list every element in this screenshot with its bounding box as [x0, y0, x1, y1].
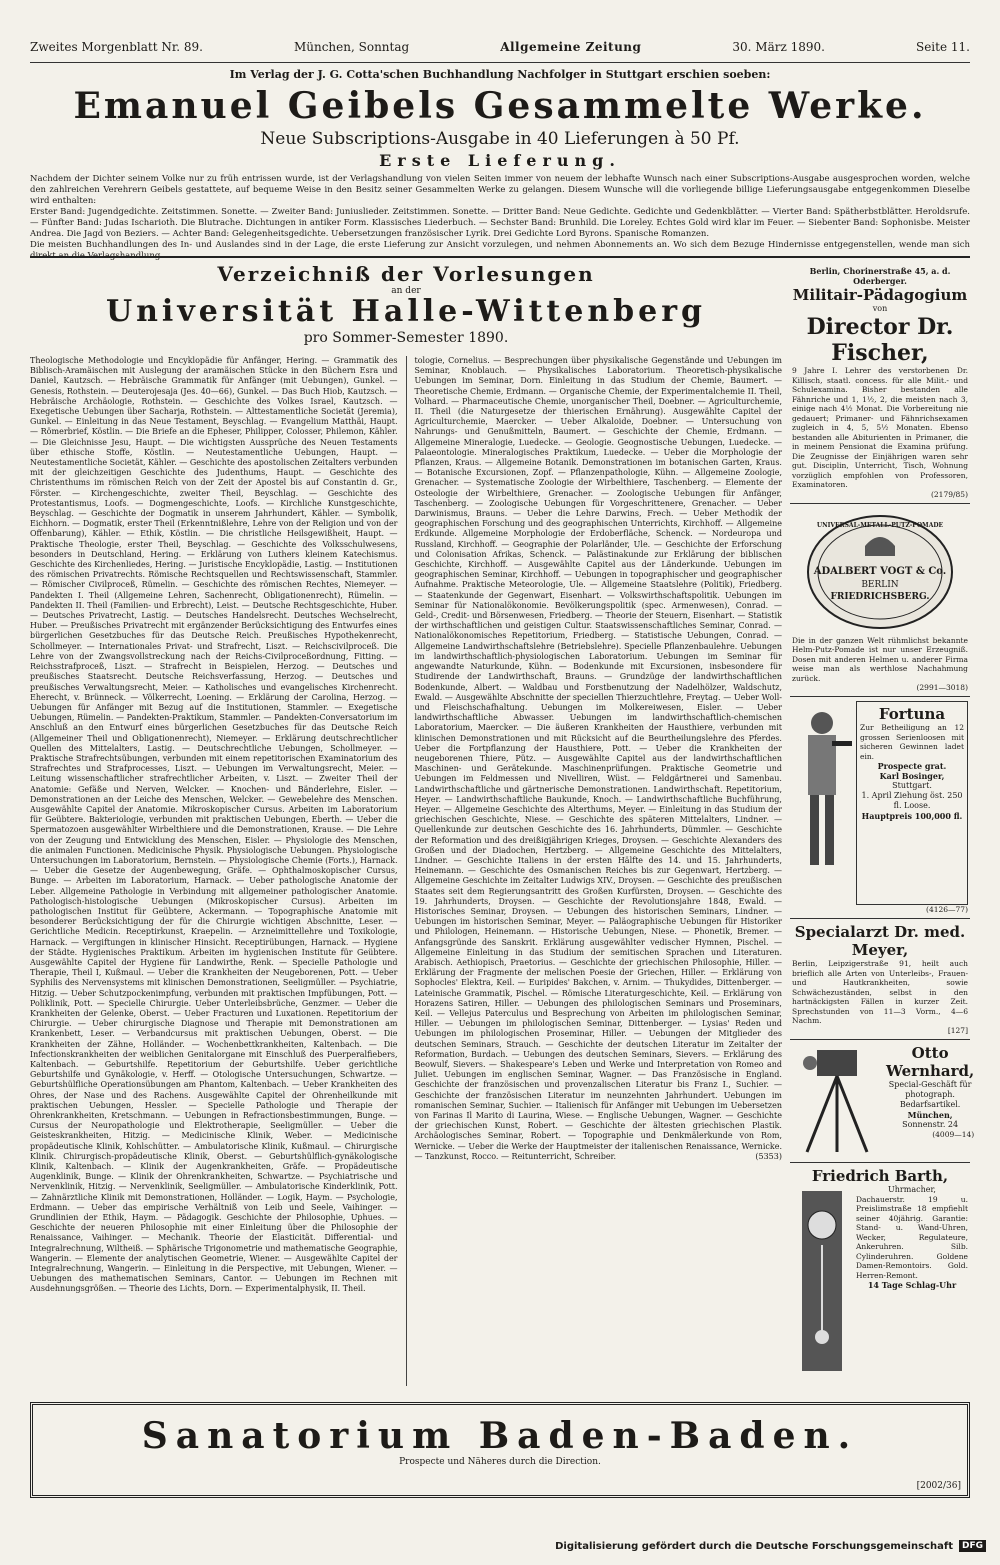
city-day: München, Sonntag — [293, 40, 410, 54]
pad-location: Berlin, Chorinerstraße 45, a. d. Oderberger. — [809, 266, 951, 286]
camera-illustration — [792, 1044, 882, 1158]
fortuna-panel — [856, 701, 968, 905]
publisher-notice — [30, 68, 970, 262]
pad-name: Militair-Pädagogium — [792, 286, 968, 304]
notice-subtitle: Neue Subscriptions-Ausgabe in 40 Lieferungen à 50 Pf. — [260, 129, 740, 149]
ad-meyer — [790, 919, 970, 1040]
stamp-top: UNIVERSAL-METALL-PUTZ-POMADE — [816, 521, 944, 529]
notice-title: Emanuel Geibels Gesammelte Werke. — [73, 85, 927, 127]
lecture-column-2-text: tologie, Cornelius. — Besprechungen über physikalische Gegenstände und Uebungen im Seminar, Knoblauch. — Physikalisches Laboratorium. Theoretisch-physikalische Uebungen im Seminar, Dorn. Einleitung in das Studium der Chemie, Baumert. — Theoretische Chemie, Erdmann. — Organische Chemie, der Experimentalchemie II. Theil, Volhard. — Pharmaceutische Chemie, unorganischer Theil, Doebner. — Agriculturchemie, II. Theil (die Naturgesetze der thierischen Ernährung). Ausgewählte Capitel der Agriculturchemie, Maercker. — Ueber Alkaloide, Doebner. — Untersuchung von Nahrungs- und Genußmitteln, Baumert. — Geschichte der Chemie, Erdmann. — Allgemeine Mineralogie, Luedecke. — Geologie. Geognostische Uebungen, Luedecke. — Palaeontologie. Mineralogisches Praktikum, Luedecke. — Ueber die Morphologie der Pflanzen, Kraus. — Allgemeine Botanik. Demonstrationen im botanischen Garten, Kraus. — Botanische Excursionen, Zopf. — Pflanzenpathologie, Kühn. — Allgemeine Zoologie, Grenacher. — Systematische Zoologie der Wirbelthiere, Taschenberg. — Elemente der Osteologie der Wirbelthiere, Grenacher. — Zoologische Uebungen für Anfänger, Taschenberg. — Zoologische Uebungen für Vorgeschrittenere, Grenacher. — Ueber Darwinismus, Brauns. — Ueber die Lehre Darwins, Frech. — Ueber Methodik der geographischen Forschung und des geographischen Unterrichts, Kirchhoff. — Allgemeine Erdkunde. Allgemeine Morphologie der Erdoberfläche, Schenck. — Nordeuropa und Russland, Kirchhoff. — Geographie der Polarländer, Ule. — Geschichte der Erforschung und Colonisation Afrikas, Schenck. — Palästinakunde zur Erklärung der biblischen Geschichte, Kirchhoff. — Ausgewählte Capitel aus der Länderkunde. Uebungen im geographischen Seminar, Kirchhoff. — Uebungen in topographischer und geographischer Aufnahme. Praktische Meteorologie, Ule. — Allgemeine Staatslehre (Politik), Friedberg. — Staatenkunde der Gegenwart, Eisenhart. — Volkswirthschaftspolitik. Uebungen im Seminar für Nationalökonomie. Bevölkerungspolitik (spec. Armenwesen), Conrad. — Geld-, Credit- und Börsenwesen, Friedberg. — Theorie der Steuern, Eisenhart. — Statistik der wirthschaftlichen und geistigen Cultur. Staatswissenschaftliches Seminar, Conrad. — Nationalökonomisches Repetitorium, Friedberg. — Statistische Uebungen, Conrad. — Allgemeine Landwirthschaftslehre (Betriebslehre). Specielle Pflanzenbaulehre. Uebungen im landwirthschaftlich-physiologischen Laboratorium. Uebungen im Seminar für angewandte Naturkunde, Kühn. — Bodenkunde mit Excursionen, insbesondere für Studirende der Landwirthschaft, Brauns. — Grundzüge der landwirthschaftlichen Bodenkunde, Albert. — Waldbau und Forstbenutzung der Nadelhölzer, Waldschutz, Ewald. — Ausgewählte Abschnitte der speciellen Thierzuchtlehre, Freytag. — Ueber Woll- und Fleischschafhaltung. Uebungen im Molkereiwesen, Eisler. — Ueber landwirthschaftliche Abwasser. Uebungen im landwirthschaftlich-chemischen Laboratorium, Maercker. — Die äußeren Krankheiten der Hausthiere, verbunden mit klinischen Demonstrationen und mit Rücksicht auf die Beurtheilungslehre des Pferdes. Ueber die Fortpflanzung der Hausthiere, Pott. — Ueber die Krankheiten der neugeborenen Thiere, Pütz. — Ausgewählte Capitel aus der landwirthschaftlichen Maschinen- und Gerätekunde. Maschinenprüfungen. Praktische Geometrie und Uebungen im Feldmessen und Nivelliren, Wüst. — Feldgärtnerei und Samenbau. Landwirthschaftliche und gärtnerische Demonstrationen. Landwirthschaft. Repetitorium, Heyer. — Landwirthschaftliche Baukunde, Knoch. — Landwirthschaftliche Buchführung, Heyer. — Allgemeine Geschichte des Alterthums, Meyer. — Einleitung in das Studium der griechischen Geschichte, Niese. — Geschichte des späteren Mittelalters, Lindner. — Quellenkunde zur deutschen Geschichte des 16. Jahrhunderts, Dümmler. — Geschichte der Reformation und des dreißigjährigen Krieges, Droysen. — Geschichte Alexanders des Großen und der Diadochen, Hertzberg. — Allgemeine Geschichte des Mittelalters, Lindner. — Geschichte Italiens in der ersten Hälfte des 14. und 15. Jahrhunderts, Heinemann. — Geschichte des Osmanischen Reiches bis zur Gegenwart, Hertzberg. — Allgemeine Geschichte im Zeitalter Ludwigs XIV., Droysen. — Geschichte des preußischen Staates seit dem Regierungsantritt des Großen Kurfürsten, Droysen. — Geschichte des 19. Jahrhunderts, Droysen. — Geschichte der Revolutionsjahre 1848, Ewald. — Historisches Seminar, Droysen. — Uebungen des historischen Seminars, Lindner. — Uebungen im historischen Seminar, Meyer. — Paläographische Uebungen für Historiker und Philologen, Heinemann. — Historische Uebungen, Niese. — Phonetik, Bremer. — Anfangsgründe des Sanskrit. Erklärung ausgewählter vedischer Hymnen, Pischel. — Allgemeine Einleitung in das Studium der semitischen Sprachen und Literaturen. Arabisch. Aethiopisch, Praetorius. — Geschichte der griechischen Philosophie, Hiller. — Erklärung der Fragmente der melischen Poesie der Griechen, Hiller. — Erklärung von Sophocles' Elektra, Keil. — Euripides' Bakchen, v. Arnim. — Thukydides, Dittenberger. — Lateinische Grammatik, Pischel. — Römische Literaturgeschichte, Keil. — Erklärung von Horazens Satiren, Hiller. — Uebungen des philologischen Seminars und Proseminars, Keil. — Vellejus Paterculus und Besprechung von Arbeiten im philologischen Seminar, Hiller. — Uebungen im philologischen Seminar, Dittenberger. — Lysias' Reden und Uebungen im philologischen Proseminar, Hiller. — Uebungen der Mitglieder des deutschen Seminars, Strauch. — Geschichte der deutschen Literatur im Zeitalter der Reformation, Burdach. — Uebungen des deutschen Seminars, Sievers. — Erklärung des Beowulf, Sievers. — Shakespeare's Leben und Werke und Interpretation von Romeo and Juliet. Uebungen im englischen Seminar, Wagner. — Das Französische in England. Geschichte der französischen und provenzalischen Literatur bis Franz I., Suchier. — Geschichte der französischen Literatur im neunzehnten Jahrhundert. Uebungen im romanischen Seminar, Suchier. — Italienisch für Anfänger mit Uebungen im Uebersetzen von Farinas Il Marito di Laurina, Wiese. — Englische Uebungen, Wagner. — Geschichte der griechischen Kunst, Robert. — Geschichte der ältesten griechischen Plastik. Archäologisches Seminar, Robert. — Topographie und Denkmälerkunde von Rom, Wernicke. — Ueber die Werke der Hauptmeister der italienischen Renaissance, Wernicke. — Tanzkunst, Rocco. — Reitunterricht, Schreiber. — [414, 356, 782, 1161]
issue-label: Zweites Morgenblatt Nr. 89. — [30, 40, 203, 54]
ad-barth — [790, 1163, 970, 1393]
herald-figure-icon — [792, 701, 852, 901]
sanatorium-ad — [30, 1402, 970, 1498]
barth-name: Friedrich Barth, — [811, 1166, 949, 1185]
lecture-heading-an: an der — [391, 286, 421, 296]
notice-paragraph: Nachdem der Dichter seinem Volke nur zu früh entrissen wurde, ist der Verlagshandlung von vielen Seiten immer von neuem der lebhafte Wunsch nach einer Subscriptions-Ausgabe ausgesprochen worden, welche den zahlreichen Verehrern Geibels gestattete, auf bequeme Weise in den Besitz seiner Gesammelten Werke zu gelangen. Diesem Wunsche will die vorliegende billige Lieferungsausgabe entgegenkommen Dieselbe wird enthalten: — [30, 174, 970, 206]
semester-line: pro Sommer-Semester 1890. — [303, 330, 509, 346]
fortuna-name: Karl Bosinger, — [879, 771, 945, 781]
pad-text: 9 Jahre I. Lehrer des verstorbenen Dr. Killisch, staatl. concess. für alle Milit.- und Schulexamina. Bisher bestanden alle Fähnriche und 1, 1½, 2, die meisten nach 3, einige nach 4½ Monat. Die Vorbereitung nie gedauert; Primaner- und Fähnrichsexamen zugleich in 4, 5, 5½ Monaten. Ebenso bestanden alle Abiturienten in Primaner, die in meinem Pensionat die Examina prüfung. Die Zeugnisse der Einjährigen waren sehr gut. Disciplin, Unterricht, Tisch, Wohnung vorzüglich empfohlen von Professoren, Examinatoren. — [792, 366, 968, 489]
lecture-column-1: Theologische Methodologie und Encyklopädie für Anfänger, Hering. — Grammatik des Biblisch-Aramäischen mit Auslegung der aramäischen Stücke in den Büchern Esra und Daniel, Kautzsch. — Hebräische Grammatik für Anfänger (mit Uebungen), Gunkel. — Genesis, Rothstein. — Deuterojesaja (Jes. 40—66), Gunkel. — Das Buch Hiob, Kautzsch. — Hebräische Archäologie, Rothstein. — Geschichte des Volkes Israel, Kautzsch. — Exegetische Uebungen über Sacharja, Rothstein. — Alttestamentliche Societät (Jeremia), Gunkel. — Einleitung in das Neue Testament, Beyschlag. — Evangelium Matthäi, Haupt. — Römerbrief, Köstlin. — Die Briefe an die Epheser, Philipper, Colosser, Philemon, Kähler. — Die Gleichnisse Jesu, Haupt. — Die wichtigsten Aussprüche des Neuen Testaments über ethische Stoffe, Köstlin. — Neutestamentliche Uebungen, Haupt. — Neutestamentliche Societät, Kähler. — Geschichte des apostolischen Zeitalters verbunden mit der gleichzeitigen Geschichte des Judenthums, Haupt. — Geschichte des Christenthums im römischen Reich von der Zeit der Apostel bis auf Constantin d. Gr., Förster. — Kirchengeschichte, zweiter Theil, Beyschlag. — Geschichte des Protestantismus, Loofs. — Dogmengeschichte, Loofs. — Kirchliche Kunstgeschichte, Beyschlag. — Geschichte der Dogmatik in unserem Jahrhundert, Kähler. — Symbolik, Eichhorn. — Dogmatik, erster Theil (Erkenntnißlehre, Lehre von der Religion und von der Offenbarung), Kähler. — Ethik, Köstlin. — Die christliche Heilsgewißheit, Haupt. — Praktische Theologie, erster Theil, Beyschlag. — Geschichte des Volksschulwesens, besonders in Deutschland, Hering. — Erklärung von Luthers kleinem Katechismus. Geschichte des Kirchenliedes, Hering. — Juristische Encyklopädie, Lastig. — Institutionen des römischen Privatrechts. Römische Rechtsquellen und Rechtswissenschaft, Stammler. — Römischer Civilproceß, Rümelin. — Geschichte des römischen Rechtes, Niemeyer. — Pandekten I. Theil (Allgemeine Lehren, Sachenrecht, Obligationenrecht), Rümelin. — Pandekten II. Theil (Familien- und Erbrecht), Leist. — Deutsche Rechtsgeschichte, Huber. — Deutsches Privatrecht, Lastig. — Deutsches Handelsrecht. Deutsches Wechselrecht, Huber. — Preußisches Privatrecht mit ergänzender Berücksichtigung des Entwurfes eines bürgerlichen Gesetzbuches für das Deutsche Reich. Preußisches Hypothekenrecht, Schollmeyer. — Internationales Privat- und Strafrecht, Liszt. — Reichscivilproceß. Die Lehre von der Zwangsvollstreckung nach der Reichs-Civilproceßordnung, Fitting. — Reichsstrafproceß, Liszt. — Strafrecht in Beispielen, Herzog. — Deutsches und preußisches Staatsrecht. Deutsche Reichsverfassung, Herzog. — Deutsches und preußisches Verwaltungsrecht, Meier. — Katholisches und evangelisches Kirchenrecht. Eherecht, v. Brünneck. — Völkerrecht, Loening. — Erklärung der Carolina, Herzog. — Uebungen für Anfänger mit Bezug auf die Institutionen, Stammler. — Exegetische Uebungen, Rümelin. — Pandekten-Praktikum, Stammler. — Pandekten-Conversatorium im Anschluß an den Entwurf eines bürgerlichen Gesetzbuches für das Deutsche Reich (Allgemeiner Theil und Obligationenrecht), Niemeyer. — Erklärung deutschrechtlicher Quellen des Mittelalters, Lastig. — Deutschrechtliche Uebungen, Schollmeyer. — Praktische Strafrechtsübungen, verbunden mit einem repetitorischen Examinatorium des Strafrechtes und Strafprocesses, Liszt. — Uebungen im Verwaltungsrecht, Meier. — Leitung wissenschaftlicher strafrechtlicher Arbeiten, v. Liszt. — Zweiter Theil der Anatomie: Gefäße und Nerven, Welcker. — Knochen- und Bänderlehre, Eisler. — Demonstrationen an der Leiche des Menschen, Welcker. — Gewebelehre des Menschen. Ausgewählte Capitel der Anatomie. Mikroskopischer Cursus. Arbeiten im Laboratorium für Geübtere. Bakteriologie, verbunden mit praktischen Uebungen, Eberth. — Ueber die Spermatozoen ausgewählter Wirbelthiere und die Demonstrationen, Krause. — Die Lehre von der Zeugung und Entwicklung des Menschen, Eisler. — Physiologie des Menschen, die animalen Functionen. Medicinische Physik. Physiologische Uebungen. Physiologische Untersuchungen im Laboratorium, Bernstein. — Physiologische Chemie (Forts.), Harnack. — Ueber die Gesetze der Augenbewegung, Gräfe. — Ophthalmoskopischer Cursus, Bunge. — Arbeiten im Laboratorium, Harnack. — Ueber pathologische Anatomie der Leber. Allgemeine Pathologie in Verbindung mit allgemeiner pathologischer Anatomie. Pathologisch-histologische Uebungen (Mikroskopischer Cursus). Arbeiten im pathologischen Institut für Geübtere, Ackermann. — Topographische Anatomie mit besonderer Berücksichtigung der für die Chirurgie wichtigen Abschnitte, Leser. — Gerichtliche Medicin. Receptirkunst, Kraepelin. — Arzneimittellehre und Toxikologie, Harnack. — Vergiftungen in klinischer Hinsicht. Receptirübungen, Harnack. — Hygiene der Städte. Hygienisches Praktikum. Arbeiten im hygienischen Institute für Geübtere. Ausgewählte Capitel der Hygiene für Landwirthe, Renk. — Specielle Pathologie und Therapie, Theil I, Kußmaul. — Ueber die Krankheiten der Neugeborenen, Pott. — Ueber Syphilis des Nervensystems mit klinischen Demonstrationen, Seeligmüller. — Psychiatrie, Hitzig. — Ueber Schutzpockenimpfung, verbunden mit praktischen Impfübungen, Pott. — Poliklinik, Pott. — Specielle Chirurgie. Ueber Unterleibsbrüche, Genzmer. — Ueber die Krankheiten der Gelenke, Oberst. — Ueber Fracturen und Luxationen. Repetitorium der Chirurgie. — Ueber chirurgische Diagnose und Therapie mit Demonstrationen am Krankenbett, Leser. — Verbandcursus mit praktischen Uebungen, Oberst. — Die Krankheiten der Zähne, Holländer. — Wochenbettkrankheiten, Kaltenbach. — Die Infectionskrankheiten der weiblichen Genitalorgane mit Einschluß des Puerperalfiebers, Kaltenbach. — Geburtshilfe. Repetitorium der Geburtshilfe. Ueber gerichtliche Geburtshilfe und Gynäkologie, v. Herff. — Otologische Untersuchungen, Schwartze. — Geburtshülfliche Operationsübungen am Phantom, Kaltenbach. — Ueber Krankheiten des Ohres, der Nase und des Rachens. Ausgewählte Capitel der Ohrenheilkunde mit praktischen Uebungen, Hessler. — Specielle Pathologie und Therapie der Ohrenkrankheiten, Kretschmann. — Uebungen in Refractionsbestimmungen, Bunge. — Cursus der Neuropathologie und Elektrotherapie, Seeligmüller. — Ueber die Geisteskrankheiten, Hitzig. — Medicinische Klinik, Weber. — Medicinische propädeutische Klinik, Kohlschütter. — Ambulatorische Klinik, Kußmaul. — Chirurgische Klinik. Chirurgisch-propädeutische Klinik, Oberst. — Geburtshülflich-gynäkologische Klinik, Kaltenbach. — Klinik der Augenkrankheiten, Gräfe. — Propädeutische Augenklinik, Bunge. — Klinik der Ohrenkrankheiten, Schwartze. — Psychiatrische und Nervenklinik, Hitzig. — Nervenklinik, Seeligmüller. — Ambulatorische Kinderklinik, Pott. — Zahnärztliche Klinik mit Demonstrationen, Holländer. — Logik, Haym. — Psychologie, Erdmann. — Ueber das empirische Verhältniß von Leib und Seele, Vaihinger. — Grundlinien der Ethik, Haym. — Pädagogik. Geschichte der Philosophie, Uphues. — Geschichte der neueren Philosophie mit einer Einleitung über die Philosophie der Renaissance, Vaihinger. — Mechanik. Theorie der Elasticität. Differential- und Integralrechnung, Wiltheiß. — Sphärische Trigonometrie und mathematische Geographie, Wangerin. — Elemente der analytischen Geometrie, Wiener. — Ausgewählte Capitel der Integralrechnung, Wangerin. — Einleitung in die Perspective, mit Uebungen, Wiener. — Uebungen des mathematischen Seminars, Cantor. — Uebungen im Rechnen mit Ausdehnungsgrößen. — Theorie des Lichts, Dorn. — Experimentalphysik, II. Theil. — [30, 356, 398, 1294]
ad-fortuna — [790, 697, 970, 919]
barth-text: Dachauerstr. 19 u. Preislimstraße 18 empfiehlt seiner 40jährig. Garantie: Stand- u. Wand-Uhren, Wecker, Regulateure, Ankeruhren. Silb. Cylinderuhren. Goldene Damen-Remontoirs. Gold. Herren-Remont. — [856, 1194, 968, 1280]
ad-paedagogium — [790, 262, 970, 504]
pad-von: von — [872, 304, 888, 313]
otto-name: Otto Wernhard, — [886, 1043, 975, 1080]
otto-city: München, — [907, 1109, 953, 1120]
notice-closing: Die meisten Buchhandlungen des In- und Auslandes sind in der Lage, die erste Lieferung zur Ansicht vorzulegen, und nehmen Abonnements an. Wo sich dem Bezuge Hindernisse entgegenstellen, wende man sich — [30, 240, 970, 250]
clock-illustration — [792, 1185, 852, 1389]
pomade-text: Die in der ganzen Welt rühmlichst bekannte Helm-Putz-Pomade ist nur unser Erzeugniß. Dosen mit anderen Helmen u. anderer Firma weise man als werthlose Nachahmung zurück. — [792, 635, 968, 683]
publisher-line: Im Verlag der J. G. Cotta'schen Buchhandlung Nachfolger in Stuttgart erschien soeben: — [229, 68, 771, 81]
barth-ref: 14 Tage Schlag-Uhr — [867, 1280, 957, 1290]
lecture-column-2 — [414, 356, 782, 1386]
fortuna-text1: Zur Betheiligung an 12 grossen Serienloosen mit sicheren Gewinnen ladet ein. — [860, 723, 964, 761]
meyer-title: Specialarzt Dr. med. Meyer, — [794, 923, 966, 959]
sanatorium-sub: Prospecte und Näheres durch die Direction. — [399, 1457, 601, 1467]
pomade-tin-illustration — [805, 512, 955, 632]
notice-contents: Erster Band: Jugendgedichte. Zeitstimmen. Sonette. — Zweiter Band: Juniuslieder. Zeitstimmen. Sonette. — Dritter Band: Neue Gedichte. Gedichte und Gedenkblätter. — Vierter Band: Spätherbstblätter. Heroldsrufe. — Fünfter Band: Judas Ischarioth. Die Blutrache. Dichtungen in antiker Form. Klassisches Liederbuch. — Sechster Band: Brunhild. Die Loreley. Echtes Gold wird klar im Feuer. — Siebenter Band: Sophonisbe. Meister Andrea. Die Jagd von Beziers. — Achter Band: Gelegenheitsgedichte. Uebersetzungen französischer Lyrik. Drei Gedichte Lord Byrons. Spanische Romanzen. — [30, 207, 970, 239]
lecture-heading: Verzeichniß der Vorlesungen — [217, 262, 595, 286]
sanatorium-ref: [2002/36] — [916, 1481, 961, 1491]
fortuna-draw: 1. April Ziehung öst. 250 fl. Loose. — [861, 791, 963, 810]
credit-text: Digitalisierung gefördert durch die Deutsche Forschungsgemeinschaft — [555, 1540, 953, 1552]
ad-putz-pomade — [790, 504, 970, 698]
wall-clock-icon — [792, 1185, 852, 1385]
notice-first: Erste Lieferung. — [379, 151, 621, 170]
issue-date: 30. März 1890. — [732, 40, 825, 54]
fortuna-title: Fortuna — [878, 705, 946, 723]
stamp-street: FRIEDRICHSBERG. — [830, 591, 930, 602]
otto-ref: (4009—14) — [932, 1129, 975, 1139]
running-header — [30, 40, 970, 63]
otto-street: Sonnenstr. 24 — [902, 1119, 959, 1129]
lecture-column-2-ref: (5353) — [755, 1151, 782, 1161]
pad-director: Director Dr. Fischer, — [806, 314, 954, 366]
pomade-ref: (2991—3018) — [916, 683, 968, 692]
column-divider — [406, 356, 407, 1386]
fortuna-text2: Prospecte grat. — [877, 761, 947, 771]
stamp-city: BERLIN — [861, 579, 899, 590]
pad-ref: (2179/85) — [930, 489, 968, 499]
ad-column — [790, 262, 975, 1393]
lecture-listing — [30, 262, 782, 1386]
lecture-columns — [30, 356, 782, 1386]
camera-tripod-icon — [792, 1044, 882, 1154]
dfg-logo-icon: DFG — [959, 1540, 986, 1552]
fortuna-city: Stuttgart. — [892, 781, 932, 790]
meyer-text: Berlin, Leipzigerstraße 91, heilt auch brieflich alle Arten von Unterleibs-, Frauen- und Hautkrankheiten, sowie Schwächezuständen, selbst in den hartnäckigsten Fällen in kurzer Zeit. Sprechstunden von 11—3 Vorm., 4—6 Nachm. — [792, 959, 968, 1025]
ad-wernhard — [790, 1040, 975, 1163]
stamp-brand: ADALBERT VOGT & Co. — [813, 565, 947, 577]
paper-name: Allgemeine Zeitung — [500, 40, 642, 54]
meyer-ref: [127] — [947, 1025, 968, 1035]
sanatorium-name: Sanatorium Baden-Baden. — [141, 1415, 859, 1457]
page-number: Seite 11. — [915, 40, 970, 54]
barth-trade: Uhrmacher, — [888, 1184, 936, 1194]
section-rule — [30, 256, 970, 258]
university-name: Universität Halle-Wittenberg — [105, 294, 707, 329]
fortuna-ref: (4126—77) — [926, 905, 968, 914]
digitization-credit — [555, 1540, 986, 1552]
fortuna-prize: Hauptpreis 100,000 fl. — [861, 811, 963, 821]
otto-text: Special-Geschäft für photograph. Bedarfsartikel. — [888, 1079, 972, 1109]
herald-figure-illustration — [792, 701, 852, 905]
